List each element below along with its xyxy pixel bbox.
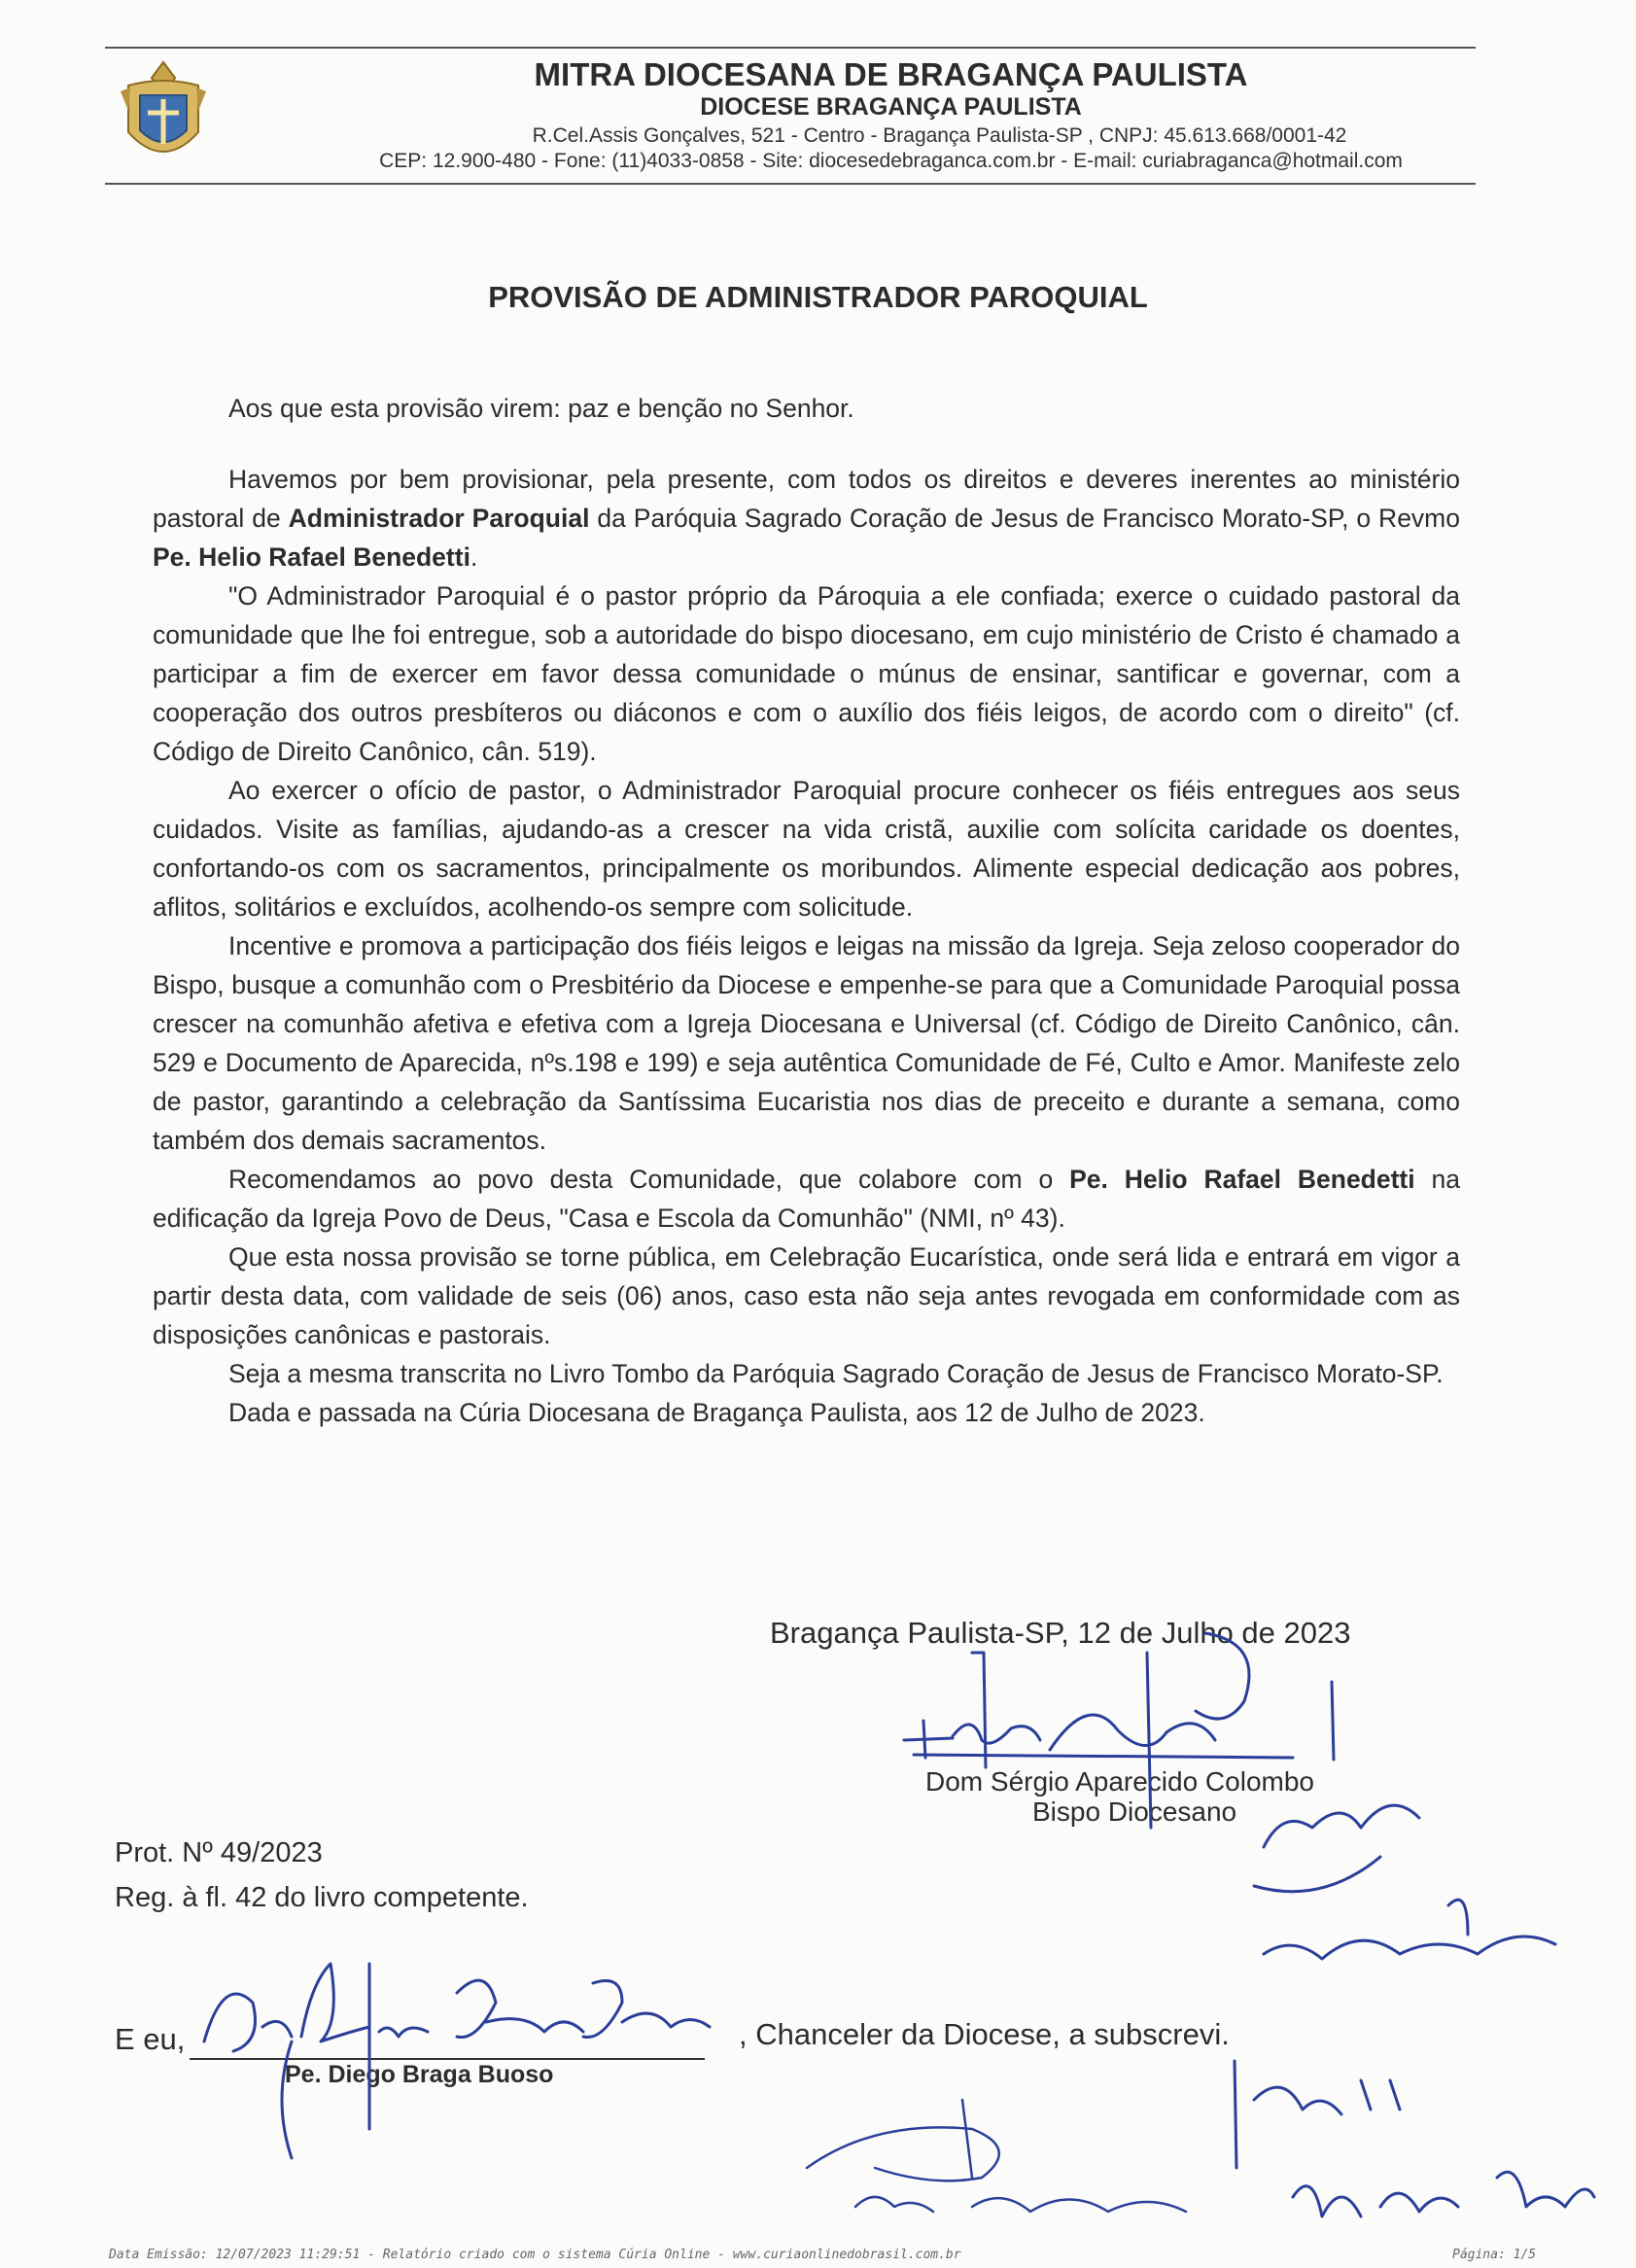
paragraph-validity: Que esta nossa provisão se torne pública, em Celebração Eucarística, onde será lida e entrará em vigor a partir desta data, com validade de seis (06) anos, caso esta não seja antes revogada em conformidade com as disposições canônicas e pastorais.: [153, 1242, 1460, 1349]
paragraph-pastoral-duties: Ao exercer o ofício de pastor, o Administrador Paroquial procure conhecer os fiéis entregues aos seus cuidados. Visite as famílias, ajudando-as a crescer na vida cristã, auxilie com solícita caridade os doentes, confortando-os com os sacramentos, principalmente os moribundos. Alimente especial dedicação aos pobres, aflitos, solitários e excluídos, acolhendo-os sempre com solicitude.: [153, 776, 1460, 922]
bishop-name: Dom Sérgio Aparecido Colombo: [925, 1766, 1314, 1797]
place-date: Bragança Paulista-SP, 12 de Julho de 2023: [770, 1616, 1351, 1650]
chancellor-suffix: , Chanceler da Diocese, a subscrevi.: [739, 2017, 1230, 2051]
register-entry: Reg. à fl. 42 do livro competente.: [115, 1882, 529, 1913]
bishop-role: Bispo Diocesano: [1032, 1797, 1237, 1827]
chancellor-name: Pe. Diego Braga Buoso: [285, 2061, 554, 2088]
salutation: Aos que esta provisão virem: paz e benção no Senhor.: [228, 394, 854, 423]
document-title: PROVISÃO DE ADMINISTRADOR PAROQUIAL: [488, 280, 1148, 314]
paragraph-appointment: Havemos por bem provisionar, pela presente, com todos os direitos e deveres inerentes ao ministério pastoral de Administrador Paroquial da Paróquia Sagrado Coração de Jesus de Francisco Morato-SP, o Revmo Pe. Helio Rafael Benedetti.: [153, 465, 1460, 572]
witness-signature-helio: [1235, 2061, 1594, 2216]
diocese-address: R.Cel.Assis Gonçalves, 521 - Centro - Bragança Paulista-SP , CNPJ: 45.613.668/0001-42: [532, 124, 1347, 147]
footer-page-number: Página: 1/5: [1452, 2248, 1537, 2262]
diocese-subtitle: DIOCESE BRAGANÇA PAULISTA: [700, 93, 1082, 121]
paragraph-recommendation: Recomendamos ao povo desta Comunidade, que colabore com o Pe. Helio Rafael Benedetti na edificação da Igreja Povo de Deus, "Casa e Escola da Comunhão" (NMI, nº 43).: [153, 1165, 1460, 1233]
witness-signature-right: [1254, 1805, 1555, 1959]
paragraph-canon-519: "O Administrador Paroquial é o pastor próprio da Pároquia a ele confiada; exerce o cuidado pastoral da comunidade que lhe foi entregue, sob a autoridade do bispo diocesano, em cujo ministério de Cristo é chamado a participar a fim de exercer em favor dessa comunidade o múnus de ensinar, santificar e governar, com a cooperação dos outros presbíteros ou diáconos e com o auxílio dos fiéis leigos, de acordo com o direito" (cf. Código de Direito Canônico, cân. 519).: [153, 581, 1460, 766]
chancellor-signature-line: [190, 2058, 705, 2060]
footer-emission-info: Data Emissão: 12/07/2023 11:29:51 - Relatório criado com o sistema Cúria Online - www.curiaonlinedobrasil.com.br: [109, 2248, 961, 2262]
diocese-contact: CEP: 12.900-480 - Fone: (11)4033-0858 - Site: diocesedebraganca.com.br - E-mail: curiabraganca@hotmail.com: [379, 150, 1403, 172]
paragraph-transcription: Seja a mesma transcrita no Livro Tombo da Paróquia Sagrado Coração de Jesus de Francisco Morato-SP.: [228, 1359, 1444, 1388]
protocol-number: Prot. Nº 49/2023: [115, 1837, 323, 1868]
letterhead-bottom-rule: [105, 183, 1476, 185]
diocese-title: MITRA DIOCESANA DE BRAGANÇA PAULISTA: [534, 56, 1248, 92]
document-body: [153, 389, 1460, 1432]
paragraph-dated: Dada e passada na Cúria Diocesana de Bragança Paulista, aos 12 de Julho de 2023.: [228, 1398, 1205, 1427]
chancellor-prefix: E eu,: [115, 2022, 186, 2056]
letterhead-top-rule: [105, 47, 1476, 49]
witness-signature-bottom: [807, 2100, 1186, 2212]
paragraph-participation: Incentive e promova a participação dos fiéis leigos e leigas na missão da Igreja. Seja zeloso cooperador do Bispo, busque a comunhão com o Presbitério da Diocese e empenhe-se para que a Comunidade Paroquial possa crescer na comunhão afetiva e efetiva com a Igreja Diocesana e Universal (cf. Código de Direito Canônico, cân. 529 e Documento de Aparecida, nºs.198 e 199) e seja autêntica Comunidade de Fé, Culto e Amor. Manifeste zelo de pastor, garantindo a celebração da Santíssima Eucaristia nos dias de preceito e durante a semana, como também dos demais sacramentos.: [153, 931, 1460, 1155]
